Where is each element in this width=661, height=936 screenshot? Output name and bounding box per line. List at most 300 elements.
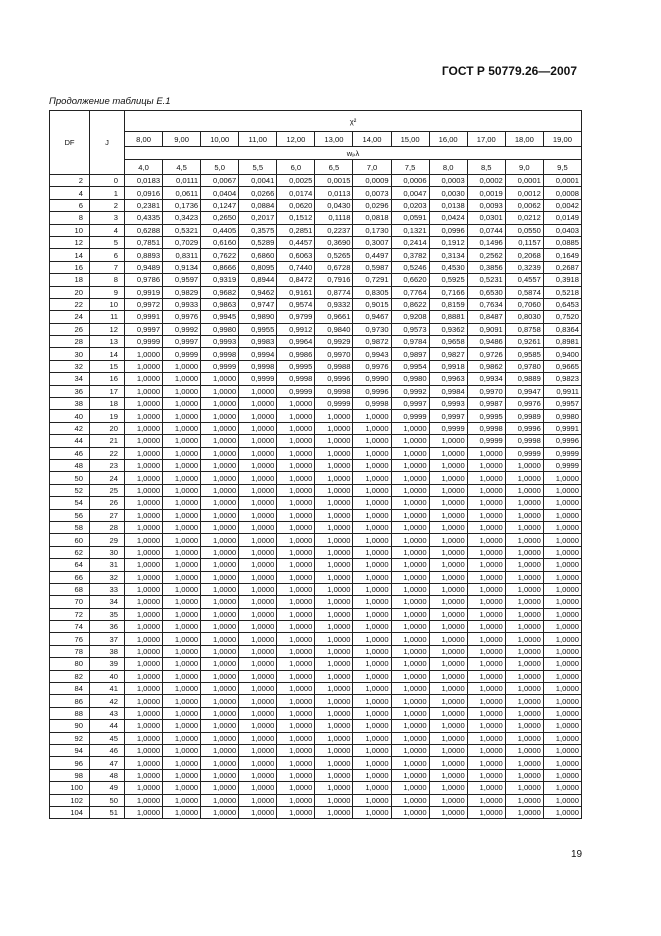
value-cell: 0,7060 — [505, 298, 543, 310]
wl-value-header: 7,5 — [391, 160, 429, 175]
j-cell: 44 — [90, 720, 125, 732]
value-cell: 1,0000 — [201, 720, 239, 732]
value-cell: 0,9992 — [391, 385, 429, 397]
value-cell: 1,0000 — [353, 559, 391, 571]
value-cell: 0,3782 — [391, 249, 429, 261]
df-cell: 24 — [50, 311, 90, 323]
df-cell: 34 — [50, 373, 90, 385]
value-cell: 0,9997 — [429, 410, 467, 422]
j-cell: 9 — [90, 286, 125, 298]
value-cell: 1,0000 — [201, 683, 239, 695]
value-cell: 1,0000 — [429, 782, 467, 794]
value-cell: 0,5874 — [505, 286, 543, 298]
value-cell: 1,0000 — [239, 658, 277, 670]
value-cell: 1,0000 — [277, 658, 315, 670]
value-cell: 1,0000 — [125, 497, 163, 509]
table-row — [50, 509, 582, 521]
value-cell: 1,0000 — [163, 720, 201, 732]
df-cell: 80 — [50, 658, 90, 670]
value-cell: 1,0000 — [505, 534, 543, 546]
value-cell: 1,0000 — [125, 398, 163, 410]
j-cell: 21 — [90, 435, 125, 447]
value-cell: 0,4530 — [429, 261, 467, 273]
value-cell: 0,0111 — [163, 175, 201, 187]
wl-value-header: 6,0 — [277, 160, 315, 175]
table-row — [50, 596, 582, 608]
value-cell: 0,6620 — [391, 274, 429, 286]
header-j: J — [90, 111, 125, 175]
wl-value-header: 5,0 — [201, 160, 239, 175]
j-cell: 26 — [90, 497, 125, 509]
value-cell: 0,9890 — [239, 311, 277, 323]
value-cell: 1,0000 — [163, 559, 201, 571]
value-cell: 1,0000 — [201, 794, 239, 806]
df-cell: 72 — [50, 608, 90, 620]
value-cell: 0,9015 — [353, 298, 391, 310]
value-cell: 0,9362 — [429, 323, 467, 335]
value-cell: 0,7851 — [125, 236, 163, 248]
value-cell: 1,0000 — [467, 782, 505, 794]
value-cell: 1,0000 — [467, 521, 505, 533]
value-cell: 1,0000 — [505, 707, 543, 719]
value-cell: 0,9573 — [391, 323, 429, 335]
value-cell: 0,9682 — [201, 286, 239, 298]
value-cell: 1,0000 — [315, 509, 353, 521]
df-cell: 100 — [50, 782, 90, 794]
value-cell: 0,9091 — [467, 323, 505, 335]
value-cell: 1,0000 — [467, 571, 505, 583]
value-cell: 1,0000 — [239, 720, 277, 732]
value-cell: 1,0000 — [391, 633, 429, 645]
value-cell: 0,9999 — [467, 435, 505, 447]
value-cell: 1,0000 — [467, 497, 505, 509]
df-cell: 104 — [50, 806, 90, 818]
value-cell: 1,0000 — [201, 521, 239, 533]
value-cell: 1,0000 — [467, 683, 505, 695]
value-cell: 1,0000 — [125, 534, 163, 546]
value-cell: 0,8311 — [163, 249, 201, 261]
value-cell: 0,8364 — [543, 323, 581, 335]
j-cell: 49 — [90, 782, 125, 794]
j-cell: 27 — [90, 509, 125, 521]
value-cell: 0,9780 — [505, 360, 543, 372]
header-row-chi — [50, 111, 582, 132]
table-row — [50, 645, 582, 657]
value-cell: 1,0000 — [429, 546, 467, 558]
chi-value-header: 17,00 — [467, 132, 505, 147]
df-cell: 32 — [50, 360, 90, 372]
value-cell: 0,7634 — [467, 298, 505, 310]
value-cell: 1,0000 — [315, 459, 353, 471]
value-cell: 1,0000 — [391, 484, 429, 496]
value-cell: 1,0000 — [239, 744, 277, 756]
value-cell: 1,0000 — [429, 484, 467, 496]
chi-value-header: 18,00 — [505, 132, 543, 147]
value-cell: 1,0000 — [543, 782, 581, 794]
value-cell: 1,0000 — [543, 472, 581, 484]
value-cell: 1,0000 — [429, 534, 467, 546]
j-cell: 36 — [90, 621, 125, 633]
value-cell: 1,0000 — [391, 645, 429, 657]
value-cell: 1,0000 — [391, 472, 429, 484]
table-row — [50, 274, 582, 286]
table-row — [50, 336, 582, 348]
value-cell: 1,0000 — [467, 695, 505, 707]
value-cell: 0,5289 — [239, 236, 277, 248]
value-cell: 1,0000 — [543, 534, 581, 546]
value-cell: 1,0000 — [277, 521, 315, 533]
value-cell: 1,0000 — [353, 534, 391, 546]
value-cell: 1,0000 — [315, 806, 353, 818]
value-cell: 0,0885 — [543, 236, 581, 248]
value-cell: 0,9261 — [505, 336, 543, 348]
value-cell: 1,0000 — [543, 509, 581, 521]
header-row-chi-values — [50, 132, 582, 147]
value-cell: 1,0000 — [467, 447, 505, 459]
table-row — [50, 236, 582, 248]
df-cell: 4 — [50, 187, 90, 199]
value-cell: 0,0042 — [543, 199, 581, 211]
value-cell: 0,0818 — [353, 212, 391, 224]
value-cell: 0,6860 — [239, 249, 277, 261]
value-cell: 0,9999 — [239, 373, 277, 385]
value-cell: 1,0000 — [505, 782, 543, 794]
table-row — [50, 497, 582, 509]
value-cell: 1,0000 — [315, 658, 353, 670]
value-cell: 1,0000 — [505, 794, 543, 806]
table-row — [50, 794, 582, 806]
value-cell: 0,3856 — [467, 261, 505, 273]
value-cell: 1,0000 — [353, 571, 391, 583]
j-cell: 24 — [90, 472, 125, 484]
table-row — [50, 757, 582, 769]
chi-value-header: 14,00 — [353, 132, 391, 147]
table-row — [50, 583, 582, 595]
df-cell: 40 — [50, 410, 90, 422]
value-cell: 0,9998 — [315, 385, 353, 397]
value-cell: 1,0000 — [467, 707, 505, 719]
value-cell: 0,4405 — [201, 224, 239, 236]
value-cell: 1,0000 — [277, 757, 315, 769]
value-cell: 1,0000 — [201, 782, 239, 794]
table-row — [50, 422, 582, 434]
value-cell: 1,0000 — [543, 707, 581, 719]
value-cell: 0,1736 — [163, 199, 201, 211]
value-cell: 0,1247 — [201, 199, 239, 211]
value-cell: 0,0591 — [391, 212, 429, 224]
value-cell: 0,9980 — [391, 373, 429, 385]
value-cell: 1,0000 — [163, 583, 201, 595]
df-cell: 8 — [50, 212, 90, 224]
value-cell: 1,0000 — [467, 720, 505, 732]
value-cell: 1,0000 — [239, 472, 277, 484]
df-cell: 66 — [50, 571, 90, 583]
value-cell: 1,0000 — [505, 769, 543, 781]
value-cell: 1,0000 — [201, 422, 239, 434]
value-cell: 1,0000 — [429, 732, 467, 744]
value-cell: 1,0000 — [353, 806, 391, 818]
value-cell: 0,9993 — [429, 398, 467, 410]
value-cell: 0,0093 — [467, 199, 505, 211]
df-cell: 88 — [50, 707, 90, 719]
value-cell: 1,0000 — [201, 769, 239, 781]
chi-value-header: 11,00 — [239, 132, 277, 147]
value-cell: 1,0000 — [163, 608, 201, 620]
value-cell: 1,0000 — [239, 806, 277, 818]
value-cell: 1,0000 — [125, 521, 163, 533]
value-cell: 1,0000 — [353, 472, 391, 484]
value-cell: 1,0000 — [353, 633, 391, 645]
value-cell: 1,0000 — [277, 435, 315, 447]
value-cell: 1,0000 — [125, 782, 163, 794]
value-cell: 1,0000 — [391, 744, 429, 756]
value-cell: 0,0113 — [315, 187, 353, 199]
value-cell: 0,9786 — [125, 274, 163, 286]
value-cell: 0,9955 — [239, 323, 277, 335]
value-cell: 1,0000 — [277, 782, 315, 794]
value-cell: 0,0006 — [391, 175, 429, 187]
value-cell: 1,0000 — [125, 459, 163, 471]
j-cell: 1 — [90, 187, 125, 199]
value-cell: 1,0000 — [429, 806, 467, 818]
value-cell: 1,0000 — [429, 658, 467, 670]
value-cell: 1,0000 — [163, 521, 201, 533]
value-cell: 1,0000 — [543, 720, 581, 732]
value-cell: 0,0012 — [505, 187, 543, 199]
j-cell: 19 — [90, 410, 125, 422]
value-cell: 1,0000 — [239, 447, 277, 459]
value-cell: 0,9991 — [125, 311, 163, 323]
value-cell: 0,9829 — [163, 286, 201, 298]
value-cell: 1,0000 — [315, 484, 353, 496]
df-cell: 68 — [50, 583, 90, 595]
value-cell: 1,0000 — [543, 583, 581, 595]
value-cell: 1,0000 — [505, 559, 543, 571]
j-cell: 11 — [90, 311, 125, 323]
df-cell: 6 — [50, 199, 90, 211]
value-cell: 0,9989 — [505, 410, 543, 422]
value-cell: 0,9658 — [429, 336, 467, 348]
value-cell: 0,1730 — [353, 224, 391, 236]
value-cell: 0,9862 — [467, 360, 505, 372]
j-cell: 7 — [90, 261, 125, 273]
value-cell: 0,3239 — [505, 261, 543, 273]
value-cell: 1,0000 — [201, 447, 239, 459]
header-chi-squared: χ² — [125, 111, 582, 132]
table-row — [50, 707, 582, 719]
df-cell: 84 — [50, 683, 90, 695]
value-cell: 0,9999 — [543, 459, 581, 471]
value-cell: 0,9996 — [505, 422, 543, 434]
j-cell: 4 — [90, 224, 125, 236]
value-cell: 1,0000 — [467, 769, 505, 781]
value-cell: 1,0000 — [239, 521, 277, 533]
value-cell: 1,0000 — [201, 757, 239, 769]
value-cell: 0,8981 — [543, 336, 581, 348]
value-cell: 1,0000 — [353, 744, 391, 756]
value-cell: 1,0000 — [391, 806, 429, 818]
j-cell: 15 — [90, 360, 125, 372]
df-cell: 48 — [50, 459, 90, 471]
value-cell: 1,0000 — [277, 546, 315, 558]
value-cell: 0,9997 — [391, 398, 429, 410]
value-cell: 0,5231 — [467, 274, 505, 286]
value-cell: 1,0000 — [315, 794, 353, 806]
value-cell: 1,0000 — [125, 583, 163, 595]
value-cell: 1,0000 — [163, 695, 201, 707]
value-cell: 0,9462 — [239, 286, 277, 298]
value-cell: 1,0000 — [125, 769, 163, 781]
value-cell: 1,0000 — [505, 583, 543, 595]
value-cell: 0,0019 — [467, 187, 505, 199]
value-cell: 1,0000 — [429, 707, 467, 719]
value-cell: 0,9987 — [467, 398, 505, 410]
value-cell: 1,0000 — [353, 583, 391, 595]
value-cell: 1,0000 — [391, 422, 429, 434]
value-cell: 1,0000 — [543, 695, 581, 707]
value-cell: 1,0000 — [315, 782, 353, 794]
value-cell: 1,0000 — [505, 757, 543, 769]
value-cell: 1,0000 — [239, 546, 277, 558]
df-cell: 58 — [50, 521, 90, 533]
value-cell: 1,0000 — [467, 546, 505, 558]
value-cell: 0,0916 — [125, 187, 163, 199]
value-cell: 0,0424 — [429, 212, 467, 224]
value-cell: 1,0000 — [467, 583, 505, 595]
value-cell: 0,5218 — [543, 286, 581, 298]
value-cell: 1,0000 — [125, 447, 163, 459]
value-cell: 1,0000 — [239, 435, 277, 447]
value-cell: 1,0000 — [163, 546, 201, 558]
value-cell: 1,0000 — [391, 794, 429, 806]
value-cell: 1,0000 — [353, 608, 391, 620]
value-cell: 0,6288 — [125, 224, 163, 236]
value-cell: 1,0000 — [125, 695, 163, 707]
value-cell: 0,2414 — [391, 236, 429, 248]
value-cell: 1,0000 — [277, 583, 315, 595]
value-cell: 1,0000 — [315, 608, 353, 620]
value-cell: 1,0000 — [353, 521, 391, 533]
value-cell: 1,0000 — [163, 472, 201, 484]
value-cell: 1,0000 — [391, 571, 429, 583]
value-cell: 0,5246 — [391, 261, 429, 273]
table-row — [50, 683, 582, 695]
value-cell: 1,0000 — [353, 782, 391, 794]
value-cell: 0,9995 — [467, 410, 505, 422]
value-cell: 1,0000 — [277, 744, 315, 756]
value-cell: 0,9918 — [429, 360, 467, 372]
value-cell: 1,0000 — [163, 509, 201, 521]
value-cell: 1,0000 — [125, 385, 163, 397]
value-cell: 0,8774 — [315, 286, 353, 298]
value-cell: 1,0000 — [163, 373, 201, 385]
table-row — [50, 348, 582, 360]
value-cell: 1,0000 — [239, 757, 277, 769]
value-cell: 0,9161 — [277, 286, 315, 298]
value-cell: 1,0000 — [201, 385, 239, 397]
value-cell: 0,9911 — [543, 385, 581, 397]
value-cell: 1,0000 — [467, 559, 505, 571]
value-cell: 1,0000 — [277, 608, 315, 620]
value-cell: 0,0266 — [239, 187, 277, 199]
table-row — [50, 261, 582, 273]
value-cell: 0,3690 — [315, 236, 353, 248]
value-cell: 0,5265 — [315, 249, 353, 261]
value-cell: 0,0183 — [125, 175, 163, 187]
table-row — [50, 410, 582, 422]
df-cell: 86 — [50, 695, 90, 707]
table-row — [50, 311, 582, 323]
table-row — [50, 175, 582, 187]
j-cell: 50 — [90, 794, 125, 806]
value-cell: 1,0000 — [163, 459, 201, 471]
value-cell: 1,0000 — [201, 509, 239, 521]
value-cell: 0,9947 — [505, 385, 543, 397]
value-cell: 0,8030 — [505, 311, 543, 323]
value-cell: 1,0000 — [163, 534, 201, 546]
value-cell: 1,0000 — [125, 422, 163, 434]
value-cell: 0,9585 — [505, 348, 543, 360]
value-cell: 1,0000 — [429, 670, 467, 682]
j-cell: 45 — [90, 732, 125, 744]
value-cell: 1,0000 — [125, 670, 163, 682]
value-cell: 1,0000 — [163, 410, 201, 422]
value-cell: 1,0000 — [353, 695, 391, 707]
value-cell: 1,0000 — [125, 472, 163, 484]
value-cell: 0,3575 — [239, 224, 277, 236]
value-cell: 0,8487 — [467, 311, 505, 323]
table-row — [50, 732, 582, 744]
table-row — [50, 769, 582, 781]
value-cell: 1,0000 — [315, 744, 353, 756]
j-cell: 3 — [90, 212, 125, 224]
value-cell: 1,0000 — [391, 658, 429, 670]
value-cell: 0,1649 — [543, 249, 581, 261]
value-cell: 0,0062 — [505, 199, 543, 211]
table-row — [50, 212, 582, 224]
value-cell: 1,0000 — [429, 757, 467, 769]
value-cell: 1,0000 — [543, 769, 581, 781]
j-cell: 42 — [90, 695, 125, 707]
value-cell: 1,0000 — [353, 658, 391, 670]
value-cell: 0,9998 — [353, 398, 391, 410]
value-cell: 1,0000 — [353, 670, 391, 682]
value-cell: 1,0000 — [353, 621, 391, 633]
df-cell: 76 — [50, 633, 90, 645]
value-cell: 0,0002 — [467, 175, 505, 187]
value-cell: 0,0403 — [543, 224, 581, 236]
value-cell: 0,0212 — [505, 212, 543, 224]
value-cell: 1,0000 — [277, 720, 315, 732]
value-cell: 1,0000 — [505, 732, 543, 744]
value-cell: 0,2562 — [467, 249, 505, 261]
value-cell: 1,0000 — [543, 497, 581, 509]
value-cell: 1,0000 — [125, 757, 163, 769]
value-cell: 0,8305 — [353, 286, 391, 298]
value-cell: 1,0000 — [277, 794, 315, 806]
df-cell: 74 — [50, 621, 90, 633]
value-cell: 1,0000 — [201, 459, 239, 471]
value-cell: 1,0000 — [315, 769, 353, 781]
value-cell: 1,0000 — [239, 608, 277, 620]
df-cell: 44 — [50, 435, 90, 447]
df-cell: 62 — [50, 546, 90, 558]
value-cell: 1,0000 — [125, 373, 163, 385]
value-cell: 0,9972 — [125, 298, 163, 310]
value-cell: 1,0000 — [315, 695, 353, 707]
value-cell: 1,0000 — [201, 596, 239, 608]
value-cell: 1,0000 — [391, 534, 429, 546]
